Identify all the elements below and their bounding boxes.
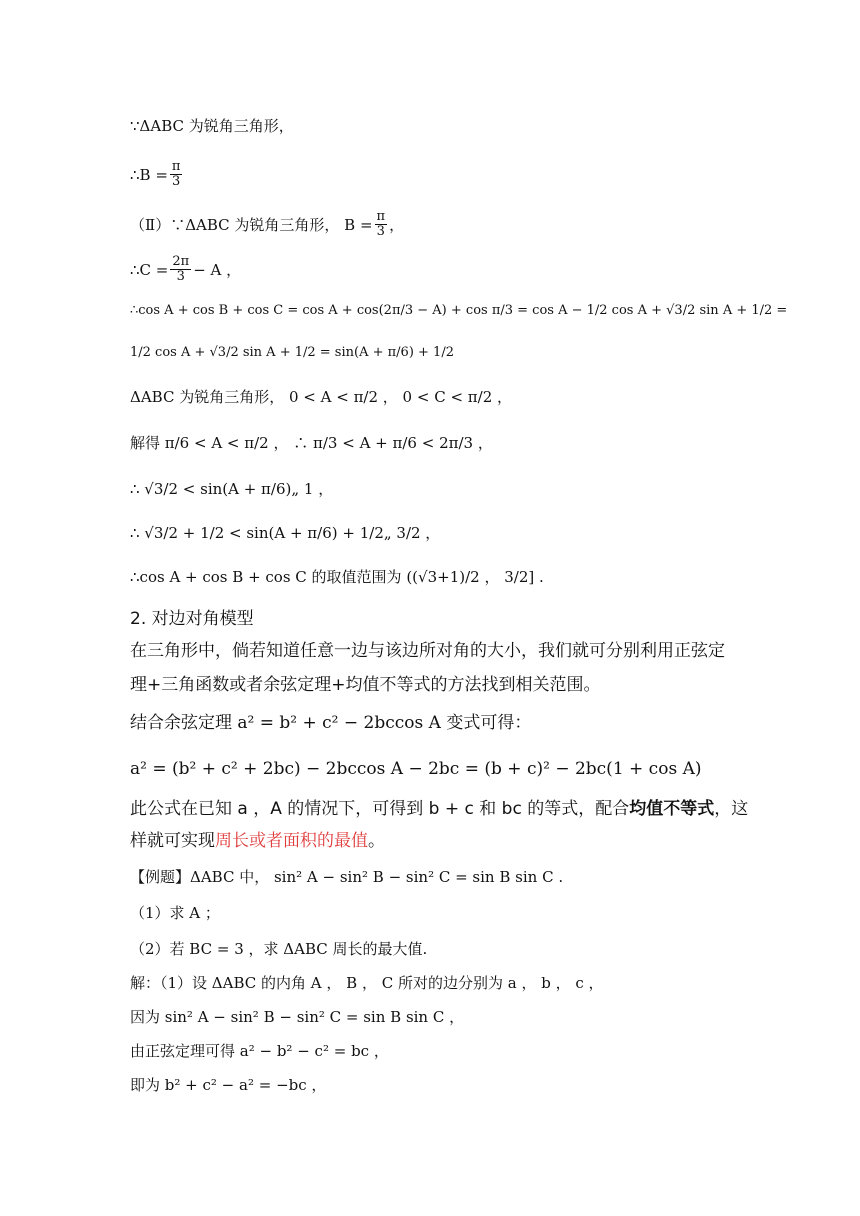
text-line: ∴cos A + cos B + cos C 的取值范围为 ((√3+1)/2 ， 3/2] . (130, 568, 544, 586)
fraction: $\frac{\pi}{3}$ (376, 209, 386, 239)
text-line: （Ⅱ）∵ΔABC 为锐角三角形， B = $\frac{\pi}{3}$ ， (130, 209, 405, 239)
paragraph-line: 结合余弦定理 a² = b² + c² − 2bccos A 变式可得： (130, 713, 532, 733)
text-line: ∴ √3/2 < sin(A + π/6)„ 1 ， (130, 480, 334, 498)
text-line: 解得 π/6 < A < π/2 ， ∴ π/3 < A + π/6 < 2π/3 ， (130, 434, 493, 452)
bold-emphasis: 均值不等式 (629, 799, 715, 819)
text-line: 即为 b² + c² − a² = −bc ， (130, 1076, 327, 1094)
text-line: （1）求 A ； (130, 904, 220, 922)
example-title: 【例题】ΔABC 中， sin² A − sin² B − sin² C = sin B sin C . (130, 868, 564, 886)
formula-line: a² = (b² + c² + 2bc) − 2bccos A − 2bc = (b + c)² − 2bc(1 + cos A) (130, 759, 702, 779)
text-line: ΔABC 为锐角三角形， 0 < A < π/2 ， 0 < C < π/2 ， (130, 388, 513, 406)
section-heading: 2. 对边对角模型 (130, 609, 254, 629)
text-line: ∴ √3/2 + 1/2 < sin(A + π/6) + 1/2„ 3/2 ， (130, 524, 441, 542)
paragraph-line: 在三角形中，倘若知道任意一边与该边所对角的大小，我们就可分别利用正弦定 (130, 641, 725, 661)
text-line: 1/2 cos A + √3/2 sin A + 1/2 = sin(A + π/6) + 1/2 (130, 345, 454, 360)
text-line: ∴B = $\frac{\pi}{3}$ (130, 159, 181, 189)
text-line: 解：（1）设 ΔABC 的内角 A ， B ， C 所对的边分别为 a ， b ， c ， (130, 974, 604, 992)
paragraph-line: 样就可实现 周长或者面积的最值 。 (130, 831, 385, 851)
paragraph-line: 理+三角函数或者余弦定理+均值不等式的方法找到相关范围。 (130, 675, 601, 695)
text-line: ∴C = $\frac{2\pi}{3}$ − A ， (130, 254, 242, 284)
text-line: 因为 sin² A − sin² B − sin² C = sin B sin C ， (130, 1008, 465, 1026)
text-line: ∵ΔABC 为锐角三角形， (130, 117, 294, 135)
text-line: 由正弦定理可得 a² − b² − c² = bc ， (130, 1042, 389, 1060)
fraction: $\frac{\pi}{3}$ (171, 159, 181, 189)
text-line: ∴cos A + cos B + cos C = cos A + cos(2π/3 − A) + cos π/3 = cos A − 1/2 cos A + √3/2 sin A + 1/2 = (130, 303, 788, 318)
fraction: $\frac{2\pi}{3}$ (172, 254, 190, 284)
red-emphasis: 周长或者面积的最值 (215, 831, 368, 851)
text-line: （2）若 BC = 3 ，求 ΔABC 周长的最大值. (130, 940, 428, 958)
paragraph-line: 此公式在已知 a ，A 的情况下，可得到 b + c 和 bc 的等式，配合 均值不等式 ，这 (130, 799, 749, 819)
